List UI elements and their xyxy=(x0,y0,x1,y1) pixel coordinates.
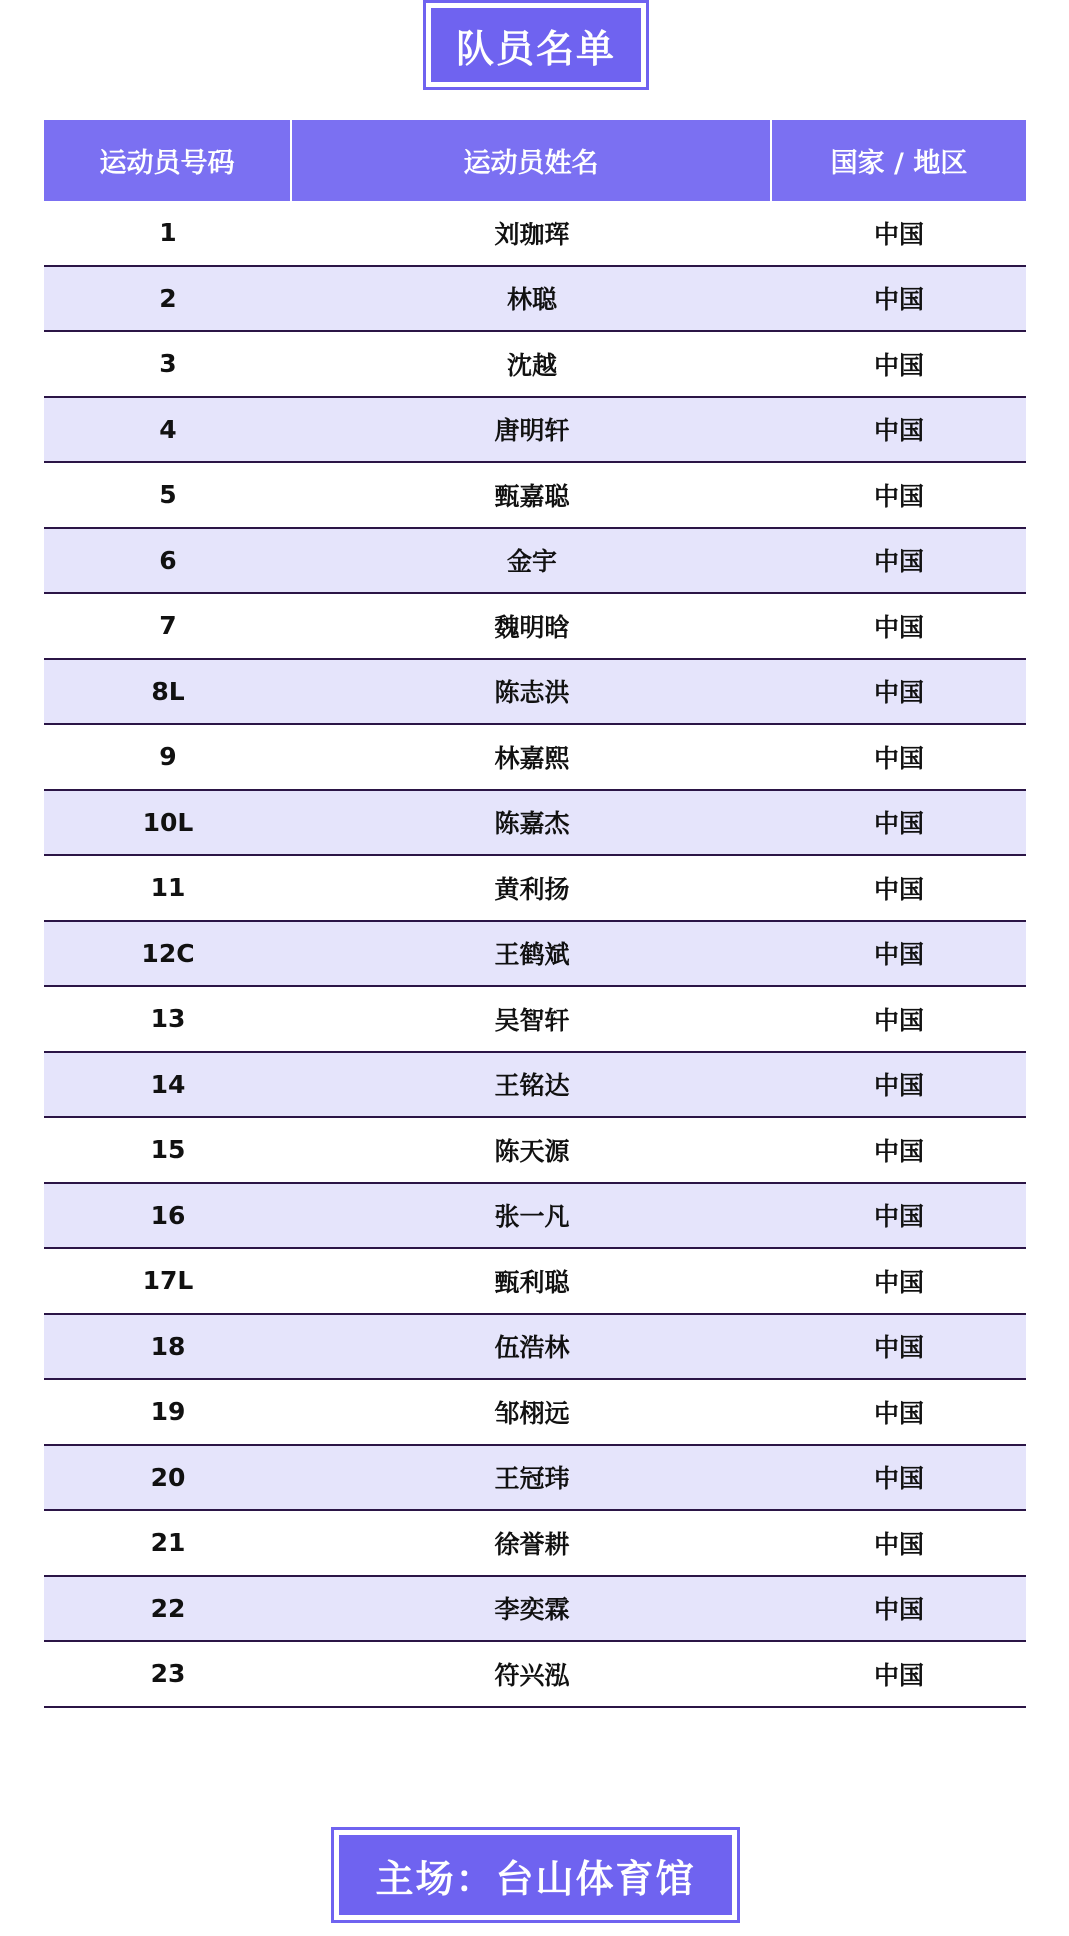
player-number: 16 xyxy=(150,1200,186,1230)
player-country: 中国 xyxy=(873,1136,924,1166)
player-name: 林嘉熙 xyxy=(494,743,570,773)
table-row xyxy=(44,1446,1026,1512)
player-name: 徐誉耕 xyxy=(494,1529,570,1559)
player-country: 中国 xyxy=(873,1202,924,1232)
player-number: 1 xyxy=(159,218,177,248)
player-name: 陈天源 xyxy=(494,1136,570,1166)
table-row xyxy=(44,725,1026,791)
player-number: 4 xyxy=(159,414,177,444)
player-country: 中国 xyxy=(873,416,924,446)
player-country: 中国 xyxy=(873,350,924,380)
player-name: 吴智轩 xyxy=(494,1005,570,1035)
table-row xyxy=(44,267,1026,333)
player-number: 18 xyxy=(150,1331,186,1361)
player-name: 黄利扬 xyxy=(494,874,570,904)
header-number: 运动员号码 xyxy=(44,120,292,201)
player-number: 22 xyxy=(150,1593,186,1623)
player-number: 3 xyxy=(159,349,177,379)
player-country: 中国 xyxy=(873,940,924,970)
player-name: 邹栩远 xyxy=(494,1398,570,1428)
player-name: 沈越 xyxy=(506,350,557,380)
page-title: 队员名单 xyxy=(431,8,641,82)
table-header xyxy=(44,120,1026,201)
table-row xyxy=(44,332,1026,398)
player-country: 中国 xyxy=(873,1464,924,1494)
player-name: 刘珈珲 xyxy=(494,219,570,249)
player-country: 中国 xyxy=(873,1333,924,1363)
table-row xyxy=(44,1511,1026,1577)
venue-banner xyxy=(331,1827,740,1923)
table-row xyxy=(44,529,1026,595)
player-country: 中国 xyxy=(873,1529,924,1559)
table-row xyxy=(44,791,1026,857)
table-row xyxy=(44,856,1026,922)
venue-label: 主场：台山体育馆 xyxy=(339,1835,732,1915)
player-country: 中国 xyxy=(873,1398,924,1428)
player-name: 张一凡 xyxy=(494,1202,570,1232)
player-name: 王铭达 xyxy=(494,1071,570,1101)
player-name: 符兴泓 xyxy=(494,1660,570,1690)
player-name: 陈志洪 xyxy=(494,678,570,708)
table-row xyxy=(44,1577,1026,1643)
player-number: 2 xyxy=(159,283,177,313)
table-row xyxy=(44,398,1026,464)
player-country: 中国 xyxy=(873,1660,924,1690)
player-country: 中国 xyxy=(873,547,924,577)
player-name: 李奕霖 xyxy=(494,1595,570,1625)
player-name: 王鹤斌 xyxy=(494,940,570,970)
player-country: 中国 xyxy=(873,1595,924,1625)
player-number: 17L xyxy=(142,1266,194,1296)
player-name: 陈嘉杰 xyxy=(494,809,570,839)
player-name: 甄嘉聪 xyxy=(494,481,570,511)
player-country: 中国 xyxy=(873,809,924,839)
table-row xyxy=(44,1315,1026,1381)
player-country: 中国 xyxy=(873,481,924,511)
player-name: 伍浩林 xyxy=(494,1333,570,1363)
roster-table xyxy=(44,120,1026,1708)
table-row xyxy=(44,1380,1026,1446)
player-country: 中国 xyxy=(873,1005,924,1035)
table-row xyxy=(44,594,1026,660)
table-row xyxy=(44,1184,1026,1250)
player-country: 中国 xyxy=(873,612,924,642)
table-body xyxy=(44,201,1026,1708)
header-name: 运动员姓名 xyxy=(292,120,772,201)
player-number: 5 xyxy=(159,480,177,510)
player-number: 15 xyxy=(150,1135,186,1165)
table-row xyxy=(44,987,1026,1053)
player-number: 20 xyxy=(150,1462,186,1492)
player-number: 12C xyxy=(141,938,195,968)
table-row xyxy=(44,1249,1026,1315)
player-country: 中国 xyxy=(873,678,924,708)
table-row xyxy=(44,201,1026,267)
player-number: 11 xyxy=(150,873,186,903)
player-number: 21 xyxy=(150,1528,186,1558)
player-country: 中国 xyxy=(873,874,924,904)
player-country: 中国 xyxy=(873,743,924,773)
player-country: 中国 xyxy=(873,285,924,315)
player-number: 10L xyxy=(142,807,194,837)
table-row xyxy=(44,922,1026,988)
table-row xyxy=(44,660,1026,726)
player-number: 13 xyxy=(150,1004,186,1034)
table-row xyxy=(44,1118,1026,1184)
player-name: 王冠玮 xyxy=(494,1464,570,1494)
player-number: 9 xyxy=(159,742,177,772)
player-name: 金宇 xyxy=(506,547,557,577)
player-country: 中国 xyxy=(873,1071,924,1101)
player-country: 中国 xyxy=(873,219,924,249)
title-banner xyxy=(423,0,649,90)
header-country: 国家 / 地区 xyxy=(830,148,968,179)
table-row xyxy=(44,1053,1026,1119)
player-number: 8L xyxy=(151,676,185,706)
player-number: 6 xyxy=(159,545,177,575)
player-number: 14 xyxy=(150,1069,186,1099)
player-name: 甄利聪 xyxy=(494,1267,570,1297)
table-row xyxy=(44,463,1026,529)
player-number: 19 xyxy=(150,1397,186,1427)
player-country: 中国 xyxy=(873,1267,924,1297)
table-row xyxy=(44,1642,1026,1708)
player-name: 魏明晗 xyxy=(494,612,570,642)
player-number: 23 xyxy=(150,1659,186,1689)
player-number: 7 xyxy=(159,611,177,641)
player-name: 林聪 xyxy=(506,285,557,315)
player-name: 唐明轩 xyxy=(494,416,570,446)
